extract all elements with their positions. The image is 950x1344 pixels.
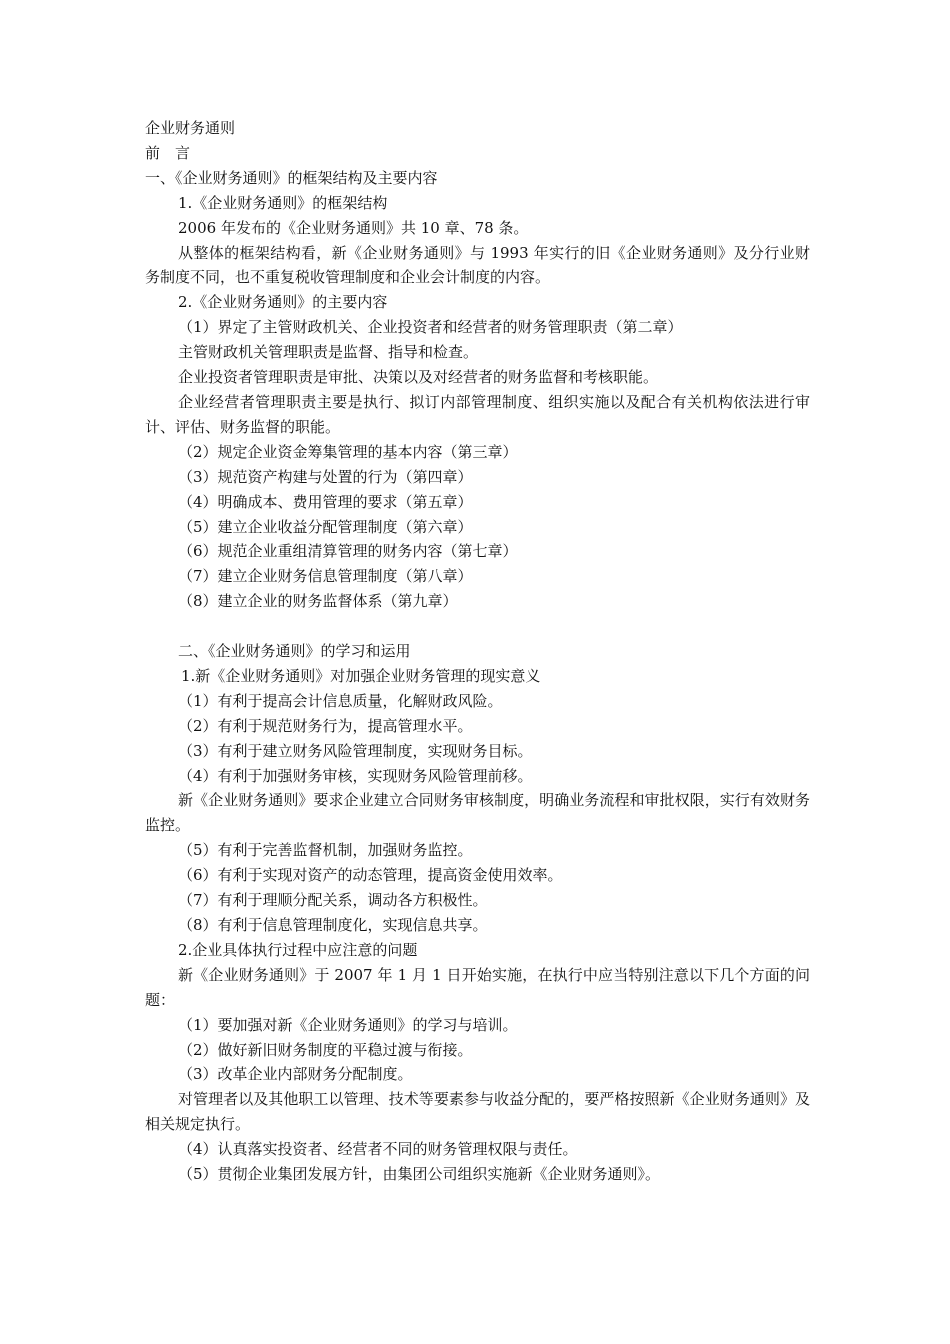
list-item: （4）认真落实投资者、经营者不同的财务管理权限与责任。 [178, 1140, 578, 1159]
list-item-detail: 企业投资者管理职责是审批、决策以及对经营者的财务监督和考核职能。 [178, 368, 659, 387]
section1-sub2-heading: 2.《企业财务通则》的主要内容 [178, 293, 388, 312]
section1-sub1-heading: 1.《企业财务通则》的框架结构 [178, 193, 388, 212]
document-title: 企业财务通则 [145, 119, 236, 137]
list-item: （1）有利于提高会计信息质量，化解财政风险。 [178, 691, 503, 710]
list-item: （5）贯彻企业集团发展方针，由集团公司组织实施新《企业财务通则》。 [178, 1165, 661, 1184]
list-item: （3）改革企业内部财务分配制度。 [178, 1065, 413, 1084]
list-item: （1）要加强对新《企业财务通则》的学习与培训。 [178, 1015, 518, 1034]
list-item: （8）有利于信息管理制度化，实现信息共享。 [178, 915, 488, 934]
list-item: （2）做好新旧财务制度的平稳过渡与衔接。 [178, 1040, 473, 1059]
section1-sub1-paragraph: 从整体的框架结构看，新《企业财务通则》与 1993 年实行的旧《企业财务通则》及分行业财务制度不同，也不重复税收管理制度和企业会计制度的内容。 [145, 243, 810, 287]
list-item: （5）有利于完善监督机制，加强财务监控。 [178, 841, 473, 860]
list-item: （2）规定企业资金筹集管理的基本内容（第三章） [178, 442, 518, 461]
list-item: （4）有利于加强财务审核，实现财务风险管理前移。 [178, 766, 533, 785]
section2-heading: 二、《企业财务通则》的学习和运用 [178, 642, 411, 661]
section2-sub2-heading: 2.企业具体执行过程中应注意的问题 [178, 940, 418, 959]
blank-line [145, 614, 810, 639]
section1-sub1-paragraph: 2006 年发布的《企业财务通则》共 10 章、78 条。 [178, 218, 529, 237]
list-item-detail: 企业经营者管理职责主要是执行、拟订内部管理制度、组织实施以及配合有关机构依法进行审计、评估、财务监督的职能。 [145, 392, 810, 436]
list-item: （5）建立企业收益分配管理制度（第六章） [178, 517, 473, 536]
list-item: （6）有利于实现对资产的动态管理，提高资金使用效率。 [178, 866, 563, 885]
list-item: （7）有利于理顺分配关系，调动各方积极性。 [178, 891, 488, 910]
section2-sub1-heading: 1.新《企业财务通则》对加强企业财务管理的现实意义 [181, 666, 541, 685]
list-item: （3）有利于建立财务风险管理制度，实现财务目标。 [178, 741, 533, 760]
list-item: （8）建立企业的财务监督体系（第九章） [178, 592, 458, 611]
list-item-detail: 对管理者以及其他职工以管理、技术等要素参与收益分配的，要严格按照新《企业财务通则》及相关规定执行。 [145, 1090, 810, 1134]
preface-heading: 前 言 [145, 143, 191, 162]
list-item: （1）界定了主管财政机关、企业投资者和经营者的财务管理职责（第二章） [178, 318, 683, 337]
section1-heading: 一、《企业财务通则》的框架结构及主要内容 [145, 168, 438, 187]
list-item: （3）规范资产构建与处置的行为（第四章） [178, 467, 473, 486]
document-page [145, 116, 810, 1187]
list-item-detail: 主管财政机关管理职责是监督、指导和检查。 [178, 343, 479, 362]
list-item: （4）明确成本、费用管理的要求（第五章） [178, 492, 473, 511]
section2-sub2-paragraph: 新《企业财务通则》于 2007 年 1 月 1 日开始实施，在执行中应当特别注意以下几个方面的问题： [145, 965, 810, 1009]
list-item-detail: 新《企业财务通则》要求企业建立合同财务审核制度，明确业务流程和审批权限，实行有效财务监控。 [145, 791, 810, 835]
list-item: （2）有利于规范财务行为，提高管理水平。 [178, 716, 473, 735]
list-item: （6）规范企业重组清算管理的财务内容（第七章） [178, 542, 518, 561]
list-item: （7）建立企业财务信息管理制度（第八章） [178, 567, 473, 586]
